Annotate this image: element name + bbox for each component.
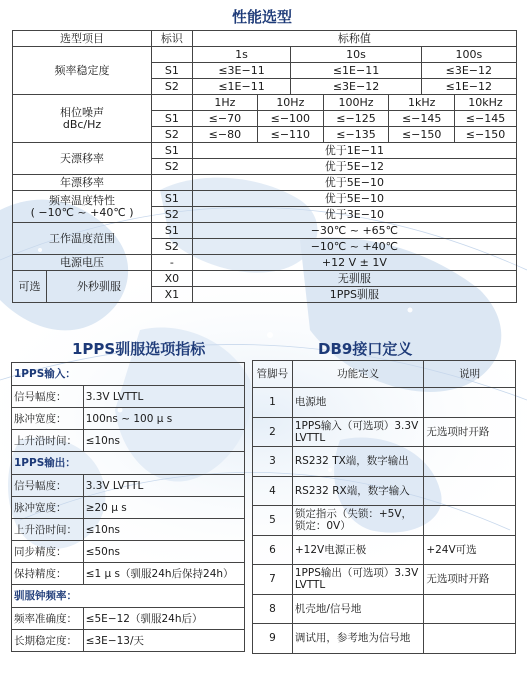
pps-row: 长期稳定度： ≤3E−13/天: [12, 630, 245, 652]
phase-noise-row: S2 ≤−80 ≤−110 ≤−135 ≤−150 ≤−150: [13, 127, 517, 143]
db9-row: 5 锁定指示（失锁：+5V，锁定：0V）: [253, 506, 516, 536]
pps-row: 信号幅度： 3.3V LVTTL: [12, 475, 245, 497]
pps-row: 上升沿时间： ≤10ns: [12, 430, 245, 452]
spec-table: 选型项目 标识 标称值 频率稳定度 1s 10s 100s S1 ≤3E−11 ≤1E−11 ≤3E−12 S2 ≤1E−11 ≤3E−12 ≤1E−12 相位噪声 dBc/Hz 1Hz 10Hz 100Hz 1kHz 10kHz S1 ≤−70 ≤−100 ≤−125 ≤−145 ≤−145 S2 ≤−80 ≤−110 ≤−135 ≤−150 ≤−150 天漂移率 S1 优于1E−11 S2 优于5E−12 年漂移率 优于5E−10 频率温度特性 ( −10℃ ~ +40℃ ) S1 优于5E−10 S2 优于3E−10 工作温度范围 S1 −30℃ ~ +65℃ S2 −10℃ ~ +40℃ 电源电压 - +12 V ± 1V 可选 外秒驯服 X0 无驯服 X1 1PPS驯服: [12, 30, 517, 303]
option-label-a: 可选: [13, 271, 47, 303]
db9-row: 7 1PPS输出（可选项）3.3V LVTTL 无选项时开路: [253, 565, 516, 595]
pps-output-heading: 1PPS输出：: [12, 452, 245, 475]
option-row: X1 1PPS驯服: [13, 287, 517, 303]
temp-char-row: 频率温度特性 ( −10℃ ~ +40℃ ) S1 优于5E−10: [13, 191, 517, 207]
op-temp-row: S2 −10℃ ~ +40℃: [13, 239, 517, 255]
voltage-row: 电源电压 - +12 V ± 1V: [13, 255, 517, 271]
header-item: 选型项目: [13, 31, 152, 47]
phase-noise-label: 相位噪声 dBc/Hz: [13, 95, 152, 143]
freq-stab-row: S2 ≤1E−11 ≤3E−12 ≤1E−12: [13, 79, 517, 95]
db9-row: 4 RS232 RX端，数字输入: [253, 476, 516, 506]
voltage-label: 电源电压: [13, 255, 152, 271]
header-mark: 标识: [152, 31, 193, 47]
db9-row: 8 机壳地/信号地: [253, 594, 516, 624]
pps-clock-heading: 驯服钟频率：: [12, 585, 245, 608]
pps-table: [11, 362, 245, 652]
temp-char-row: S2 优于3E−10: [13, 207, 517, 223]
db9-table: [252, 360, 516, 654]
temp-char-label: 频率温度特性 ( −10℃ ~ +40℃ ): [13, 191, 152, 223]
header-value: 标称值: [192, 31, 516, 47]
phase-noise-row: S1 ≤−70 ≤−100 ≤−125 ≤−145 ≤−145: [13, 111, 517, 127]
yearly-drift-row: 年漂移率 优于5E−10: [13, 175, 517, 191]
db9-row: 6 +12V电源正极 +24V可选: [253, 535, 516, 565]
pps-row: 同步精度： ≤50ns: [12, 541, 245, 563]
time-10s: 10s: [291, 47, 421, 63]
db9-row: 1 电源地: [253, 388, 516, 418]
db9-title: DB9接口定义: [318, 340, 413, 358]
op-temp-label: 工作温度范围: [13, 223, 152, 255]
spec-header: [13, 31, 517, 47]
db9-header: 管脚号 功能定义 说明: [253, 361, 516, 388]
pps-row: 信号幅度： 3.3V LVTTL: [12, 386, 245, 408]
main-title: 性能选型: [232, 8, 293, 26]
pps-title: 1PPS驯服选项指标: [72, 340, 206, 358]
op-temp-row: 工作温度范围 S1 −30℃ ~ +65℃: [13, 223, 517, 239]
daily-drift-row: 天漂移率 S1 优于1E−11: [13, 143, 517, 159]
db9-row: 9 调试用，参考地为信号地: [253, 624, 516, 654]
db9-row: 3 RS232 TX端，数字输出: [253, 447, 516, 477]
freq-stab-label: 频率稳定度: [13, 47, 152, 95]
db9-row: 2 1PPS输入（可选项）3.3V LVTTL 无选项时开路: [253, 417, 516, 447]
pps-input-heading: 1PPS输入：: [12, 363, 245, 386]
daily-drift-label: 天漂移率: [13, 143, 152, 175]
daily-drift-row: S2 优于5E−12: [13, 159, 517, 175]
pps-row: 脉冲宽度： 100ns ~ 100 μ s: [12, 408, 245, 430]
pps-row: 上升沿时间： ≤10ns: [12, 519, 245, 541]
pps-row: 脉冲宽度： ≥20 μ s: [12, 497, 245, 519]
yearly-drift-label: 年漂移率: [13, 175, 152, 191]
time-1s: 1s: [192, 47, 291, 63]
option-label-b: 外秒驯服: [47, 271, 152, 303]
pps-row: 保持精度： ≤1 μ s（驯服24h后保持24h）: [12, 563, 245, 585]
time-100s: 100s: [421, 47, 516, 63]
option-row: 可选 外秒驯服 X0 无驯服: [13, 271, 517, 287]
freq-stab-row: S1 ≤3E−11 ≤1E−11 ≤3E−12: [13, 63, 517, 79]
pps-row: 频率准确度： ≤5E−12（驯服24h后）: [12, 608, 245, 630]
